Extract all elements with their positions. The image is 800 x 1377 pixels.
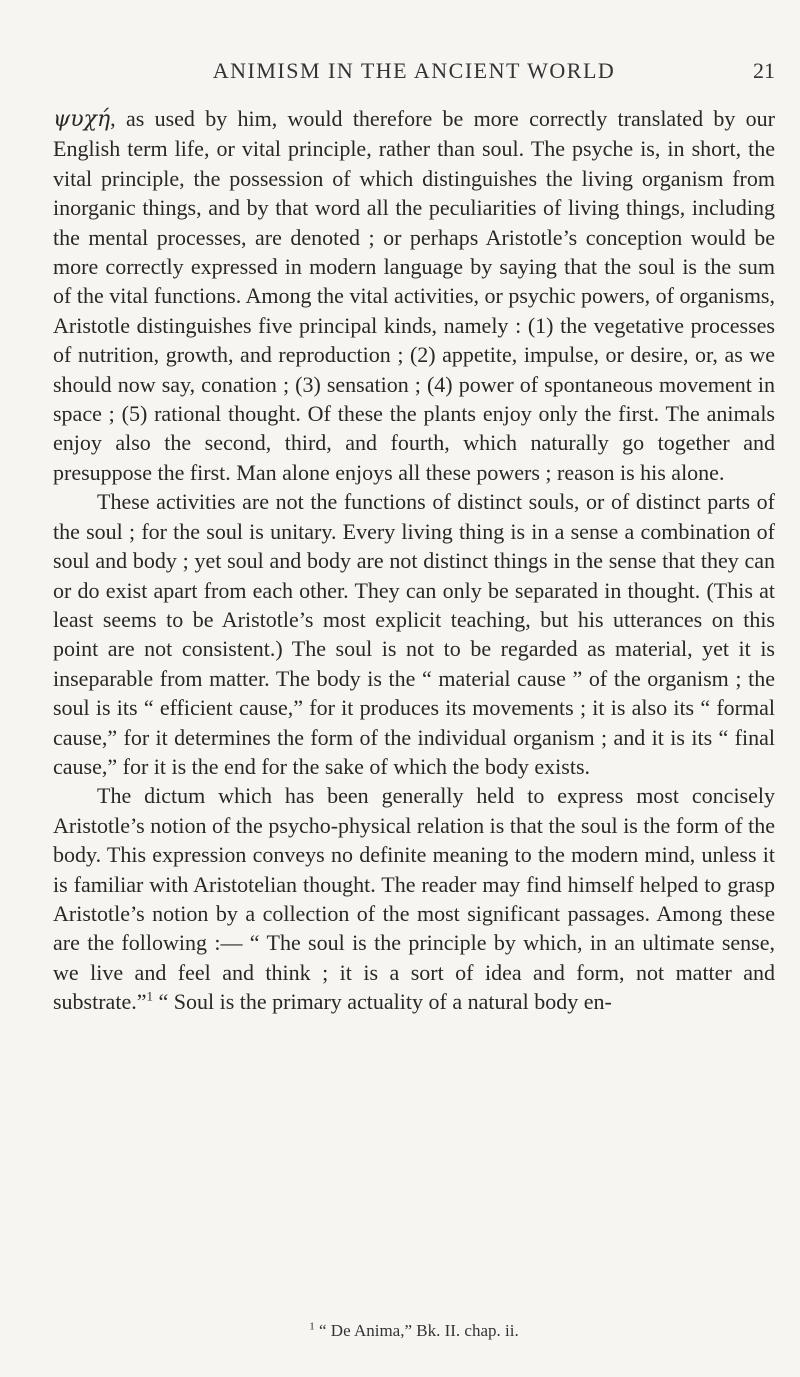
paragraph-3-text-b: “ Soul is the primary actuality of a natural body en- bbox=[152, 989, 612, 1015]
footnote bbox=[53, 1320, 775, 1342]
paragraph-3-text-a: The dictum which has been generally held to express most concisely Aristotle’s notion of the psycho-physical relation is that the soul is the form of the body. This expression conveys no definite meaning to the modern mind, unless it is familiar with Aristotelian thought. The reader may find himself helped to grasp Aristotle’s notion by a collection of the most significant passages. Among these are the following :— “ The soul is the principle by which, in an ultimate sense, we live and feel and think ; it is a sort of idea and form, not matter and substrate.” bbox=[53, 783, 775, 1015]
page-header bbox=[53, 58, 775, 94]
footnote-reference[interactable]: 1 bbox=[146, 988, 153, 1004]
body-text bbox=[53, 104, 775, 1017]
paragraph-1-text: , as used by him, would therefore be more correctly translated by our English term life, or vital principle, rather than soul. The psyche is, in short, the vital principle, the possession of which distinguishes the living organism from inorganic things, and by that word all the peculiarities of living things, including the mental processes, are denoted ; or perhaps Aristotle’s conception would be more correctly expressed in modern language by saying that the soul is the sum of the vital functions. Among the vital activities, or psychic powers, of organisms, Aristotle distinguishes five principal kinds, namely : (1) the vegetative processes of nutrition, growth, and reproduction ; (2) appetite, impulse, or desire, or, as we should now say, conation ; (3) sensation ; (4) power of spontaneous movement in space ; (5) rational thought. Of these the plants enjoy only the first. The animals enjoy also the second, third, and fourth, which naturally go together and presuppose the first. Man alone enjoys all these powers ; reason is his alone. bbox=[53, 106, 775, 485]
greek-word-psyche: ψυχή bbox=[53, 107, 111, 132]
page-number: 21 bbox=[753, 58, 775, 83]
paragraph-3 bbox=[53, 781, 775, 1016]
paragraph-2: These activities are not the functions of distinct souls, or of distinct parts of the soul ; for the soul is unitary. Every living thing is in a sense a combination of soul and body ; yet soul and body are not distinct things in the sense that they can or do exist apart from each other. They can only be separated in thought. (This at least seems to be Aristotle’s most explicit teaching, but his utterances on this point are not consistent.) The soul is not to be regarded as material, yet it is inseparable from matter. The body is the “ material cause ” of the organism ; the soul is its “ efficient cause,” for it produces its movements ; it is also its “ formal cause,” for it determines the form of the individual organism ; and it is its “ final cause,” for it is the end for the sake of which the body exists. bbox=[53, 489, 775, 779]
paragraph-1 bbox=[53, 104, 775, 487]
footnote-text: “ De Anima,” Bk. II. chap. ii. bbox=[314, 1321, 519, 1340]
footnote-mark: 1 bbox=[309, 1320, 315, 1333]
running-title: ANIMISM IN THE ANCIENT WORLD bbox=[212, 58, 616, 83]
